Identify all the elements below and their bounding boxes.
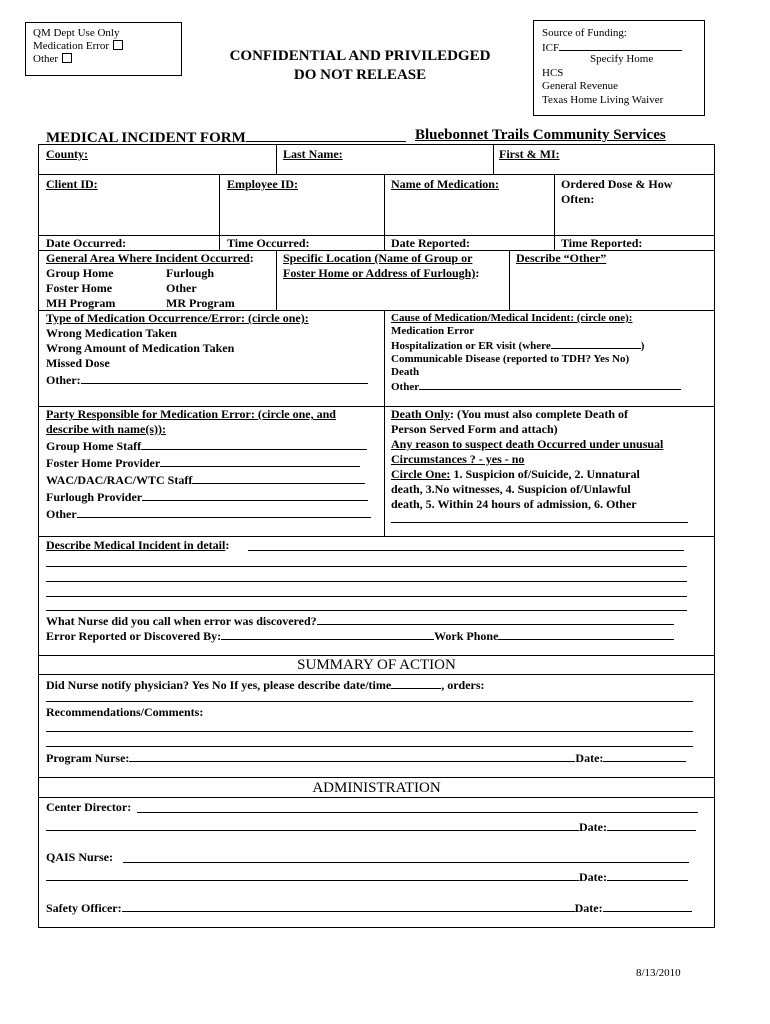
medication-name-label: Name of Medication:	[391, 177, 499, 191]
party-responsible-section: Party Responsible for Medication Error: (circle one, and describe with name(s)): Group Home Staff Foster Home Provider WAC/DAC/RAC/WTC Staff Furlough Provider Other	[46, 407, 371, 522]
administration-heading: ADMINISTRATION	[312, 780, 441, 796]
org-name: Bluebonnet Trails Community Services	[415, 127, 666, 143]
area-furlough: Furlough	[166, 266, 215, 280]
last-name-label: Last Name:	[283, 147, 343, 161]
qm-other: Other	[33, 53, 72, 66]
form-title: MEDICAL INCIDENT FORM	[46, 127, 406, 147]
funding-label: Source of Funding:	[542, 27, 627, 39]
do-not-release-title: DO NOT RELEASE	[293, 67, 427, 83]
county-label: County:	[46, 147, 89, 161]
time-occurred-label: Time Occurred:	[227, 236, 310, 250]
funding-specify-home: Specify Home	[590, 53, 654, 65]
footer-date: 8/13/2010	[636, 967, 681, 979]
safety-officer-label: Safety Officer: Date:	[46, 899, 692, 916]
client-id-label: Client ID:	[46, 177, 98, 191]
specific-location-label: Specific Location (Name of Group or Foster Home or Address of Furlough):	[283, 251, 480, 280]
funding-icf: ICF	[542, 40, 682, 55]
ordered-dose-label: Ordered Dose & How Often:	[561, 177, 673, 206]
program-nurse-label: Program Nurse: Date:	[46, 749, 686, 766]
qm-medication-error: Medication Error	[33, 40, 123, 53]
center-director-date: Date:	[46, 818, 696, 835]
area-mr-program: MR Program	[166, 296, 235, 310]
area-group-home: Group Home	[46, 266, 114, 280]
nurse-called-label: What Nurse did you call when error was discovered?	[46, 612, 674, 629]
describe-incident-label: Describe Medical Incident in detail:	[46, 538, 230, 552]
occurrence-type-section: Type of Medication Occurrence/Error: (circle one): Wrong Medication Taken Wrong Amount of Medication Taken Missed Dose Other:	[46, 311, 368, 388]
confidential-title: CONFIDENTIAL AND PRIVILEDGED	[229, 48, 491, 64]
describe-other-label: Describe “Other”	[516, 251, 607, 265]
qais-nurse-label: QAIS Nurse:	[46, 850, 114, 864]
employee-id-label: Employee ID:	[227, 177, 298, 191]
funding-txhlw: Texas Home Living Waiver	[542, 94, 664, 106]
date-reported-label: Date Reported:	[391, 236, 470, 250]
qais-nurse-date: Date:	[46, 868, 688, 885]
cause-section: Cause of Medication/Medical Incident: (circle one): Medication Error Hospitalization or ER visit (where ) Communicable Disease (reported to TDH? Yes No) Death Other	[391, 312, 681, 394]
first-mi-label: First & MI:	[499, 147, 560, 161]
area-other: Other	[166, 281, 197, 295]
qm-dept-label: QM Dept Use Only	[33, 27, 120, 39]
general-area-heading: General Area Where Incident Occurred:	[46, 251, 254, 265]
funding-hcs: HCS	[542, 67, 564, 79]
reported-by-label: Error Reported or Discovered By: Work Phone	[46, 627, 674, 644]
area-foster-home: Foster Home	[46, 281, 113, 295]
other-checkbox[interactable]	[62, 53, 72, 63]
notify-physician-label: Did Nurse notify physician? Yes No If yes, please describe date/time , orders:	[46, 678, 485, 692]
funding-general-revenue: General Revenue	[542, 80, 619, 92]
time-reported-label: Time Reported:	[561, 236, 643, 250]
death-only-section: Death Only: (You must also complete Death of Person Served Form and attach) Any reason to suspect death Occurred under unusual Circumstances ? - yes - no Circle One: 1. Suspicion of/Suicide, 2. Unnatural death, 3.No witnesses, 4. Suspicion of/Unlawful death, 5. Within 24 hours of admission, 6. Other	[391, 407, 664, 511]
medication-error-checkbox[interactable]	[113, 40, 123, 50]
date-occurred-label: Date Occurred:	[46, 236, 127, 250]
area-mh-program: MH Program	[46, 296, 116, 310]
recommendations-label: Recommendations/Comments:	[46, 705, 204, 719]
summary-heading: SUMMARY OF ACTION	[297, 657, 456, 673]
center-director-label: Center Director:	[46, 800, 132, 814]
